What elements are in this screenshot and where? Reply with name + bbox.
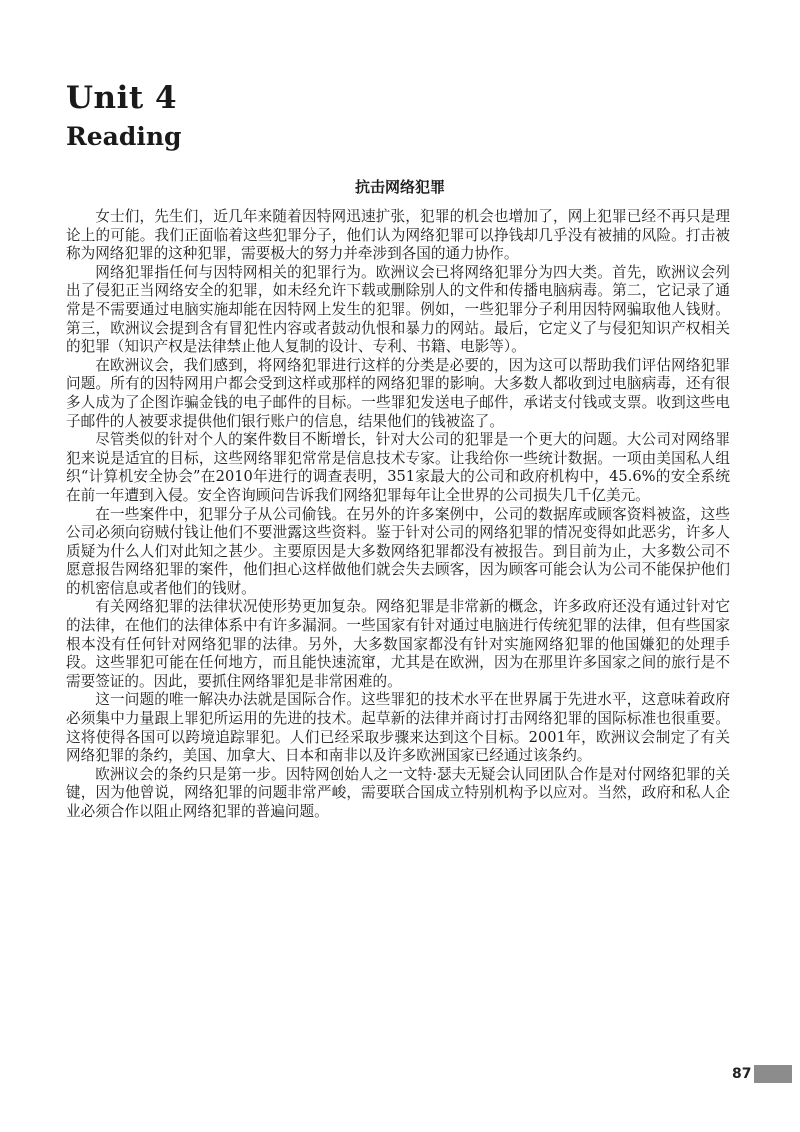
paragraph: 女士们，先生们，近几年来随着因特网迅速扩张，犯罪的机会也增加了，网上犯罪已经不再只是理论上的可能。我们正面临着这些犯罪分子，他们认为网络犯罪可以挣钱却几乎没有被捕的风险。打击被称为网络犯罪的这种犯罪，需要极大的努力并牵涉到各国的通力协作。: [66, 208, 730, 263]
paragraph: 有关网络犯罪的法律状况使形势更加复杂。网络犯罪是非常新的概念，许多政府还没有通过针对它的法律，在他们的法律体系中有许多漏洞。一些国家有针对通过电脑进行传统犯罪的法律，但有些国家根本没有任何针对网络犯罪的法律。另外，大多数国家都没有针对实施网络犯罪的他国嫌犯的处理手段。这些罪犯可能在任何地方，而且能快速流窜，尤其是在欧洲，因为在那里许多国家之间的旅行是不需要签证的。因此，要抓住网络罪犯是非常困难的。: [66, 598, 730, 690]
unit-title: Unit 4: [66, 80, 178, 116]
section-title: Reading: [66, 122, 182, 151]
article-body: [66, 208, 730, 822]
paragraph: 网络犯罪指任何与因特网相关的犯罪行为。欧洲议会已将网络犯罪分为四大类。首先，欧洲议会列出了侵犯正当网络安全的犯罪，如未经允许下载或删除别人的文件和传播电脑病毒。第二，它记录了通常是不需要通过电脑实施却能在因特网上发生的犯罪。例如，一些犯罪分子利用因特网骗取他人钱财。第三，欧洲议会提到含有冒犯性内容或者鼓动仇恨和暴力的网站。最后，它定义了与侵犯知识产权相关的犯罪（知识产权是法律禁止他人复制的设计、专利、书籍、电影等）。: [66, 263, 730, 356]
article-title: 抗击网络犯罪: [354, 178, 445, 196]
page-number: 87: [732, 1066, 752, 1082]
paragraph: 这一问题的唯一解决办法就是国际合作。这些罪犯的技术水平在世界属于先进水平，这意味着政府必须集中力量跟上罪犯所运用的先进的技术。起草新的法律并商讨打击网络犯罪的国际标准也很重要。这将使得各国可以跨境追踪罪犯。人们已经采取步骤来达到这个目标。2001年，欧洲议会制定了有关网络犯罪的条约，美国、加拿大、日本和南非以及许多欧洲国家已经通过该条约。: [66, 691, 730, 765]
footer-bar: [754, 1065, 792, 1083]
paragraph: 尽管类似的针对个人的案件数目不断增长，针对大公司的犯罪是一个更大的问题。大公司对网络罪犯来说是适宜的目标，这些网络罪犯常常是信息技术专家。让我给你一些统计数据。一项由美国私人组织“计算机安全协会”在2010年进行的调查表明，351家最大的公司和政府机构中，45.6%的安全系统在前一年遭到入侵。安全咨询顾问告诉我们网络犯罪每年让全世界的公司损失几千亿美元。: [66, 431, 730, 504]
page-footer: [732, 1065, 792, 1083]
paragraph: 欧洲议会的条约只是第一步。因特网创始人之一文特·瑟夫无疑会认同团队合作是对付网络犯罪的关键，因为他曾说，网络犯罪的问题非常严峻，需要联合国成立特别机构予以应对。当然，政府和私人企业必须合作以阻止网络犯罪的普遍问题。: [66, 765, 730, 820]
paragraph: 在欧洲议会，我们感到，将网络犯罪进行这样的分类是必要的，因为这可以帮助我们评估网络犯罪问题。所有的因特网用户都会受到这样或那样的网络犯罪的影响。大多数人都收到过电脑病毒，还有很多人成为了企图诈骗金钱的电子邮件的目标。一些罪犯发送电子邮件，承诺支付钱或支票。收到这些电子邮件的人被要求提供他们银行账户的信息，结果他们的钱被盗了。: [66, 356, 730, 430]
paragraph: 在一些案件中，犯罪分子从公司偷钱。在另外的许多案例中，公司的数据库或顾客资料被盗，这些公司必须向窃贼付钱让他们不要泄露这些资料。鉴于针对公司的网络犯罪的情况变得如此恶劣，许多人质疑为什么人们对此知之甚少。主要原因是大多数网络犯罪都没有被报告。到目前为止，大多数公司不愿意报告网络犯罪的案件，他们担心这样做他们就会失去顾客，因为顾客可能会认为公司不能保护他们的机密信息或者他们的钱财。: [66, 505, 730, 597]
